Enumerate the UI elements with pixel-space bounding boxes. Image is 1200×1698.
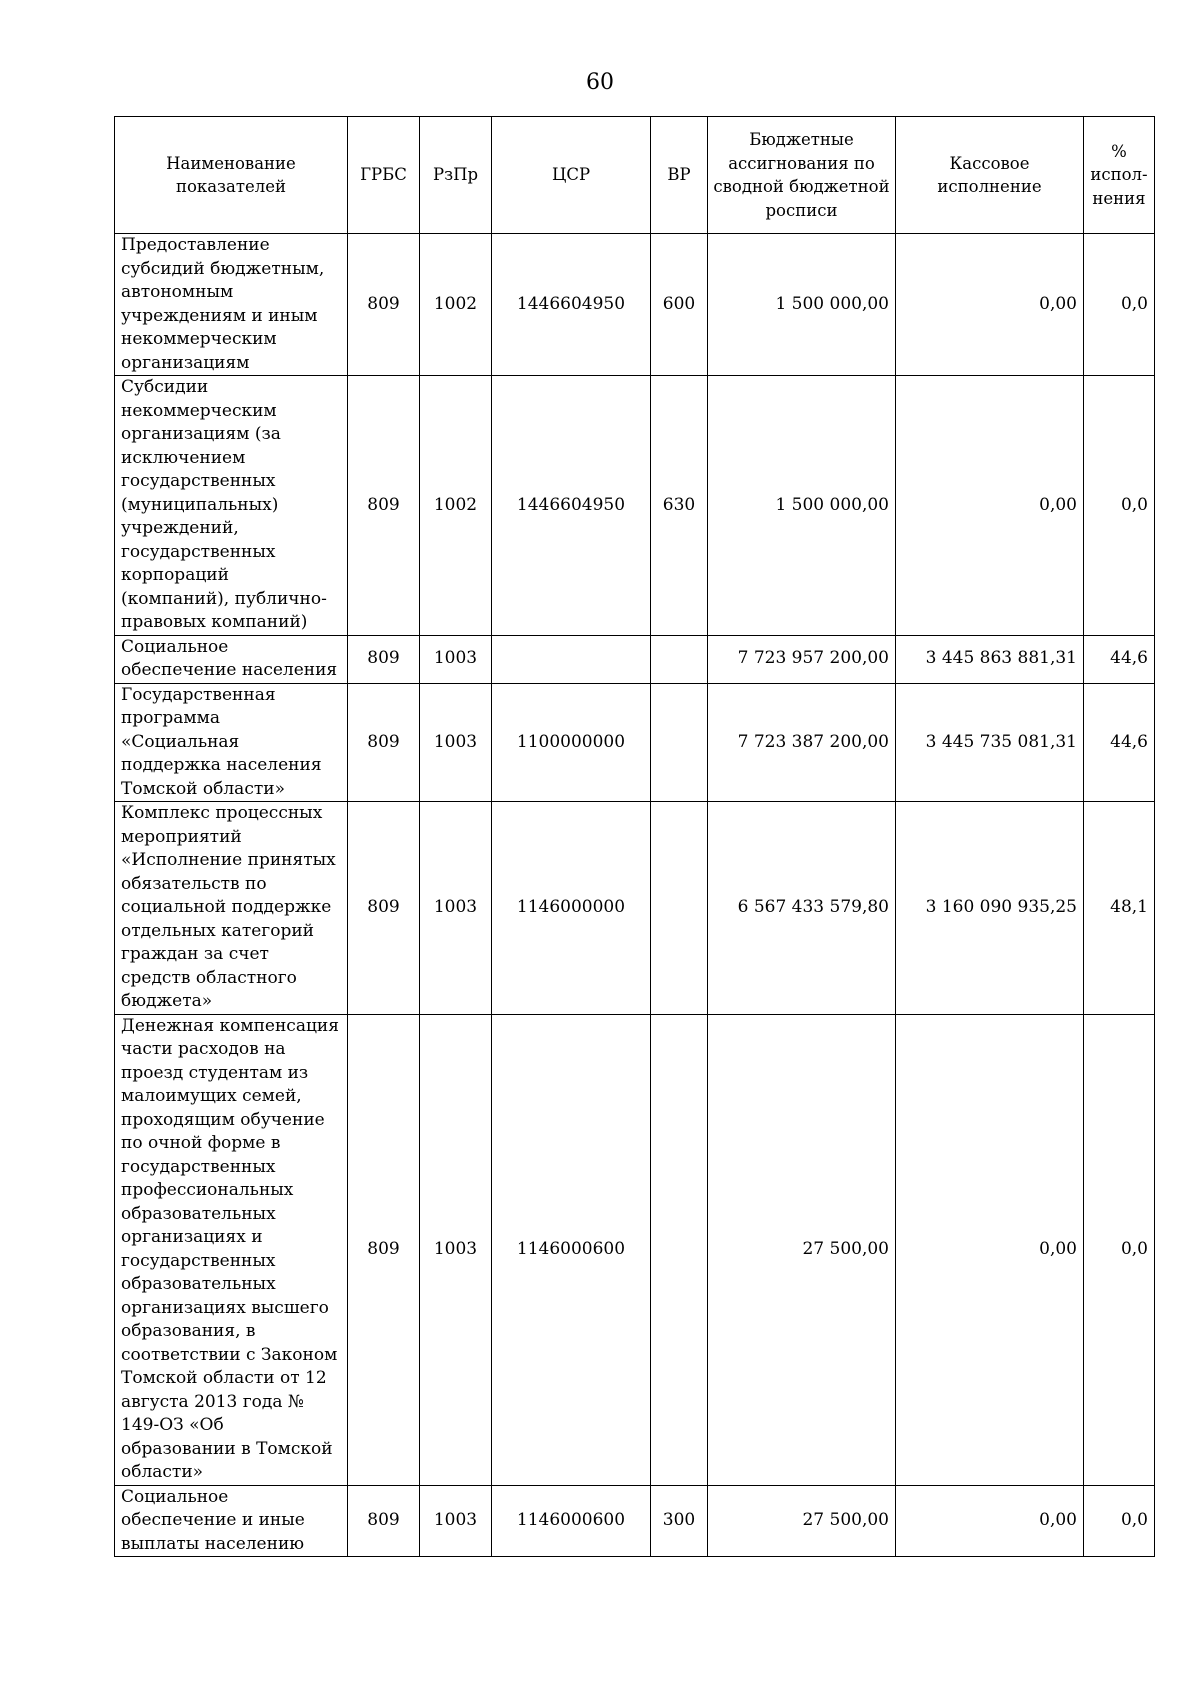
table-row <box>115 376 1155 636</box>
table-row <box>115 234 1155 376</box>
row-pct: 0,0 <box>1084 376 1155 636</box>
page-number: 60 <box>586 70 614 95</box>
row-csr <box>492 635 651 683</box>
row-pct: 0,0 <box>1084 234 1155 376</box>
row-pct: 0,0 <box>1084 1014 1155 1485</box>
row-kass: 3 160 090 935,25 <box>896 802 1084 1015</box>
row-name: Социальное обеспечение населения <box>115 635 348 683</box>
row-grbs: 809 <box>348 683 420 802</box>
header-csr: ЦСР <box>492 117 651 234</box>
row-csr: 1446604950 <box>492 234 651 376</box>
table-row <box>115 683 1155 802</box>
row-rzpr: 1003 <box>420 1485 492 1557</box>
row-pct: 0,0 <box>1084 1485 1155 1557</box>
row-grbs: 809 <box>348 1014 420 1485</box>
table-row <box>115 635 1155 683</box>
row-name: Комплекс процессных мероприятий «Исполнение принятых обязательств по социальной поддержке отдельных категорий граждан за счет средств областного бюджета» <box>115 802 348 1015</box>
row-rzpr: 1002 <box>420 234 492 376</box>
row-assign: 7 723 957 200,00 <box>708 635 896 683</box>
row-vr <box>651 1014 708 1485</box>
row-name: Социальное обеспечение и иные выплаты населению <box>115 1485 348 1557</box>
row-rzpr: 1003 <box>420 1014 492 1485</box>
row-assign: 1 500 000,00 <box>708 234 896 376</box>
row-csr: 1100000000 <box>492 683 651 802</box>
row-grbs: 809 <box>348 234 420 376</box>
row-name: Государственная программа «Социальная поддержка населения Томской области» <box>115 683 348 802</box>
row-assign: 27 500,00 <box>708 1014 896 1485</box>
header-vr: ВР <box>651 117 708 234</box>
row-pct: 44,6 <box>1084 683 1155 802</box>
header-pct: % испол-нения <box>1084 117 1155 234</box>
row-vr <box>651 635 708 683</box>
row-rzpr: 1002 <box>420 376 492 636</box>
row-csr: 1146000600 <box>492 1485 651 1557</box>
row-csr: 1146000600 <box>492 1014 651 1485</box>
row-vr: 300 <box>651 1485 708 1557</box>
row-rzpr: 1003 <box>420 635 492 683</box>
table-header-row <box>115 117 1155 234</box>
header-kass: Кассовое исполнение <box>896 117 1084 234</box>
row-pct: 48,1 <box>1084 802 1155 1015</box>
row-grbs: 809 <box>348 1485 420 1557</box>
table-row <box>115 802 1155 1015</box>
row-name: Денежная компенсация части расходов на проезд студентам из малоимущих семей, проходящим обучение по очной форме в государственных профессиональных образовательных организациях и государственных образовательных организациях высшего образования, в соответствии с Законом Томской области от 12 августа 2013 года № 149-ОЗ «Об образовании в Томской области» <box>115 1014 348 1485</box>
row-name: Предоставление субсидий бюджетным, автономным учреждениям и иным некоммерческим организациям <box>115 234 348 376</box>
row-kass: 3 445 863 881,31 <box>896 635 1084 683</box>
row-kass: 3 445 735 081,31 <box>896 683 1084 802</box>
row-vr: 600 <box>651 234 708 376</box>
row-vr <box>651 802 708 1015</box>
header-assign: Бюджетные ассигнования по сводной бюджетной росписи <box>708 117 896 234</box>
header-grbs: ГРБС <box>348 117 420 234</box>
header-rzpr: РзПр <box>420 117 492 234</box>
row-assign: 6 567 433 579,80 <box>708 802 896 1015</box>
budget-execution-table <box>114 116 1155 1557</box>
row-csr: 1146000000 <box>492 802 651 1015</box>
row-kass: 0,00 <box>896 1485 1084 1557</box>
row-assign: 27 500,00 <box>708 1485 896 1557</box>
row-kass: 0,00 <box>896 376 1084 636</box>
row-csr: 1446604950 <box>492 376 651 636</box>
row-grbs: 809 <box>348 376 420 636</box>
row-vr: 630 <box>651 376 708 636</box>
row-rzpr: 1003 <box>420 683 492 802</box>
table-row <box>115 1014 1155 1485</box>
row-rzpr: 1003 <box>420 802 492 1015</box>
row-pct: 44,6 <box>1084 635 1155 683</box>
row-kass: 0,00 <box>896 234 1084 376</box>
row-vr <box>651 683 708 802</box>
row-kass: 0,00 <box>896 1014 1084 1485</box>
row-assign: 1 500 000,00 <box>708 376 896 636</box>
row-assign: 7 723 387 200,00 <box>708 683 896 802</box>
table-row <box>115 1485 1155 1557</box>
row-name: Субсидии некоммерческим организациям (за исключением государственных (муниципальных) учреждений, государственных корпораций (компаний), публично-правовых компаний) <box>115 376 348 636</box>
row-grbs: 809 <box>348 635 420 683</box>
row-grbs: 809 <box>348 802 420 1015</box>
header-name: Наименование показателей <box>115 117 348 234</box>
